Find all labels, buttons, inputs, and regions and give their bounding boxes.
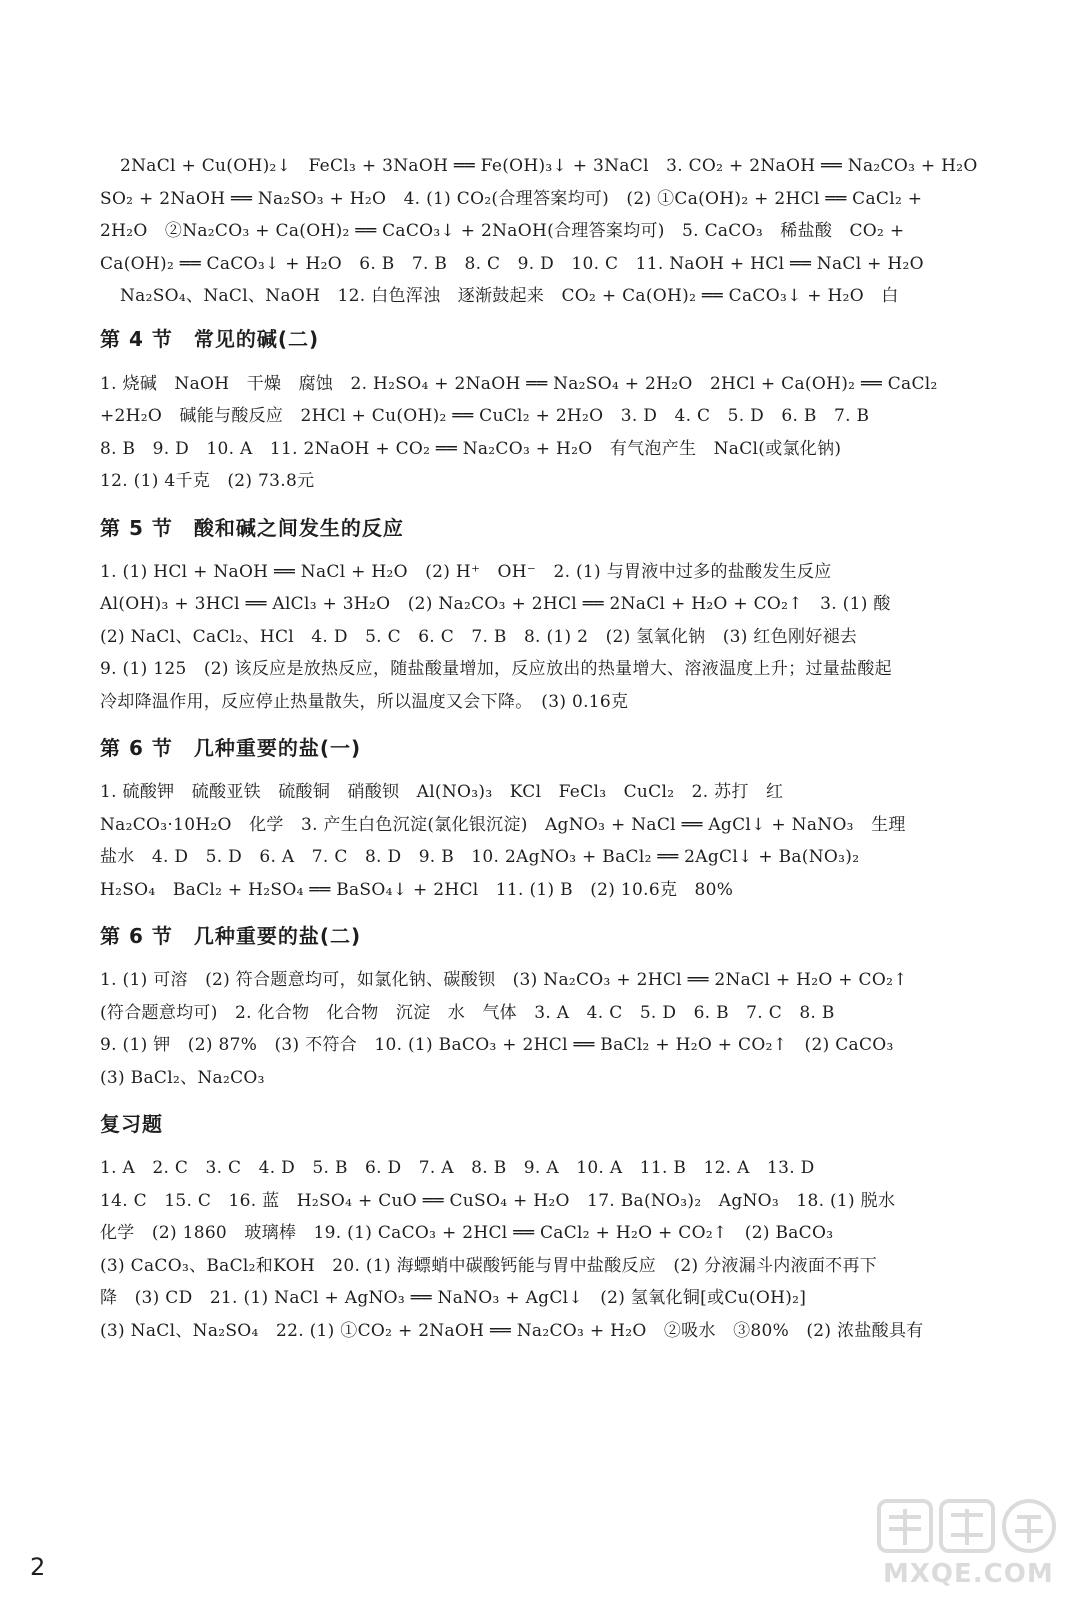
section-heading: 第 6 节 几种重要的盐(一) (100, 736, 362, 760)
intro-line: 2H₂O ②Na₂CO₃ + Ca(OH)₂ ══ CaCO₃↓ + 2NaOH(合理答案均可) 5. CaCO₃ 稀盐酸 CO₂ + (100, 221, 905, 241)
answer-line: 盐水 4. D 5. D 6. A 7. C 8. D 9. B 10. 2AgNO₃ + BaCl₂ ══ 2AgCl↓ + Ba(NO₃)₂ (100, 847, 860, 867)
answer-page (100, 150, 980, 1347)
answer-line: 9. (1) 125 (2) 该反应是放热反应，随盐酸量增加，反应放出的热量增大、溶液温度上升；过量盐酸起 (100, 659, 892, 679)
section-6-part-1 (100, 732, 980, 906)
section-6-part-2 (100, 920, 980, 1094)
answer-line: 1. (1) 可溶 (2) 符合题意均可，如氯化钠、碳酸钡 (3) Na₂CO₃ + 2HCl ══ 2NaCl + H₂O + CO₂↑ (100, 970, 908, 990)
answer-line: 1. 硫酸钾 硫酸亚铁 硫酸铜 硝酸钡 Al(NO₃)₃ KCl FeCl₃ CuCl₂ 2. 苏打 红 (100, 782, 784, 802)
answer-line: 1. A 2. C 3. C 4. D 5. B 6. D 7. A 8. B 9. A 10. A 11. B 12. A 13. D (100, 1158, 815, 1178)
section-heading: 第 5 节 酸和碱之间发生的反应 (100, 515, 404, 540)
section-heading: 第 4 节 常见的碱(二) (100, 326, 320, 351)
answer-line: 14. C 15. C 16. 蓝 H₂SO₄ + CuO ══ CuSO₄ + H₂O 17. Ba(NO₃)₂ AgNO₃ 18. (1) 脱水 (100, 1190, 896, 1211)
section-5 (100, 512, 980, 719)
section-heading: 复习题 (100, 1112, 163, 1136)
answer-line: 1. 烧碱 NaOH 干燥 腐蚀 2. H₂SO₄ + 2NaOH ══ Na₂SO₄ + 2H₂O 2HCl + Ca(OH)₂ ══ CaCl₂ (100, 373, 938, 394)
answer-line: 化学 (2) 1860 玻璃棒 19. (1) CaCO₃ + 2HCl ══ CaCl₂ + H₂O + CO₂↑ (2) BaCO₃ (100, 1223, 834, 1243)
review-section (100, 1108, 980, 1347)
answer-line: (3) NaCl、Na₂SO₄ 22. (1) ①CO₂ + 2NaOH ══ Na₂CO₃ + H₂O ②吸水 ③80% (2) 浓盐酸具有 (100, 1320, 924, 1341)
intro-block (100, 150, 980, 313)
intro-line: 2NaCl + Cu(OH)₂↓ FeCl₃ + 3NaOH ══ Fe(OH)₃↓ + 3NaCl 3. CO₂ + 2NaOH ══ Na₂CO₃ + H₂O (120, 156, 978, 176)
answer-line: 8. B 9. D 10. A 11. 2NaOH + CO₂ ══ Na₂CO₃ + H₂O 有气泡产生 NaCl(或氯化钠) (100, 438, 842, 459)
answer-line: (3) CaCO₃、BaCl₂和KOH 20. (1) 海螵蛸中碳酸钙能与胃中盐酸反应 (2) 分液漏斗内液面不再下 (100, 1255, 878, 1276)
watermark-url: MXQE.COM (883, 1559, 1054, 1589)
answer-line: 1. (1) HCl + NaOH ══ NaCl + H₂O (2) H⁺ OH⁻ 2. (1) 与胃液中过多的盐酸发生反应 (100, 561, 832, 582)
page-number: 2 (30, 1553, 46, 1581)
answer-line: Al(OH)₃ + 3HCl ══ AlCl₃ + 3H₂O (2) Na₂CO₃ + 2HCl ══ 2NaCl + H₂O + CO₂↑ 3. (1) 酸 (100, 594, 891, 614)
intro-line: Ca(OH)₂ ══ CaCO₃↓ + H₂O 6. B 7. B 8. C 9. D 10. C 11. NaOH + HCl ══ NaCl + H₂O (100, 253, 924, 274)
section-4 (100, 323, 980, 498)
answer-line: (2) NaCl、CaCl₂、HCl 4. D 5. C 6. C 7. B 8. (1) 2 (2) 氢氧化钠 (3) 红色刚好褪去 (100, 626, 858, 647)
section-heading: 第 6 节 几种重要的盐(二) (100, 924, 362, 948)
answer-line: 冷却降温作用，反应停止热量散失，所以温度又会下降。 (3) 0.16克 (100, 691, 629, 712)
answer-line: H₂SO₄ BaCl₂ + H₂SO₄ ══ BaSO₄↓ + 2HCl 11. (1) B (2) 10.6克 80% (100, 879, 734, 900)
answer-line: 9. (1) 钾 (2) 87% (3) 不符合 10. (1) BaCO₃ + 2HCl ══ BaCl₂ + H₂O + CO₂↑ (2) CaCO₃ (100, 1035, 894, 1055)
intro-line: Na₂SO₄、NaCl、NaOH 12. 白色浑浊 逐渐鼓起来 CO₂ + Ca(OH)₂ ══ CaCO₃↓ + H₂O 白 (120, 286, 899, 306)
answer-line: +2H₂O 碱能与酸反应 2HCl + Cu(OH)₂ ══ CuCl₂ + 2H₂O 3. D 4. C 5. D 6. B 7. B (100, 406, 870, 426)
answer-line: 12. (1) 4千克 (2) 73.8元 (100, 471, 315, 491)
answer-line: (符合题意均可) 2. 化合物 化合物 沉淀 水 气体 3. A 4. C 5. D 6. B 7. C 8. B (100, 1002, 835, 1023)
answer-line: 降 (3) CD 21. (1) NaCl + AgNO₃ ══ NaNO₃ + AgCl↓ (2) 氢氧化铜[或Cu(OH)₂] (100, 1288, 807, 1308)
answer-line: Na₂CO₃·10H₂O 化学 3. 产生白色沉淀(氯化银沉淀) AgNO₃ + NaCl ══ AgCl↓ + NaNO₃ 生理 (100, 814, 906, 835)
watermark-logo (875, 1495, 1060, 1595)
intro-line: SO₂ + 2NaOH ══ Na₂SO₃ + H₂O 4. (1) CO₂(合理答案均可) (2) ①Ca(OH)₂ + 2HCl ══ CaCl₂ + (100, 188, 923, 209)
watermark-logo-icon (875, 1495, 1060, 1557)
answer-line: (3) BaCl₂、Na₂CO₃ (100, 1067, 265, 1088)
